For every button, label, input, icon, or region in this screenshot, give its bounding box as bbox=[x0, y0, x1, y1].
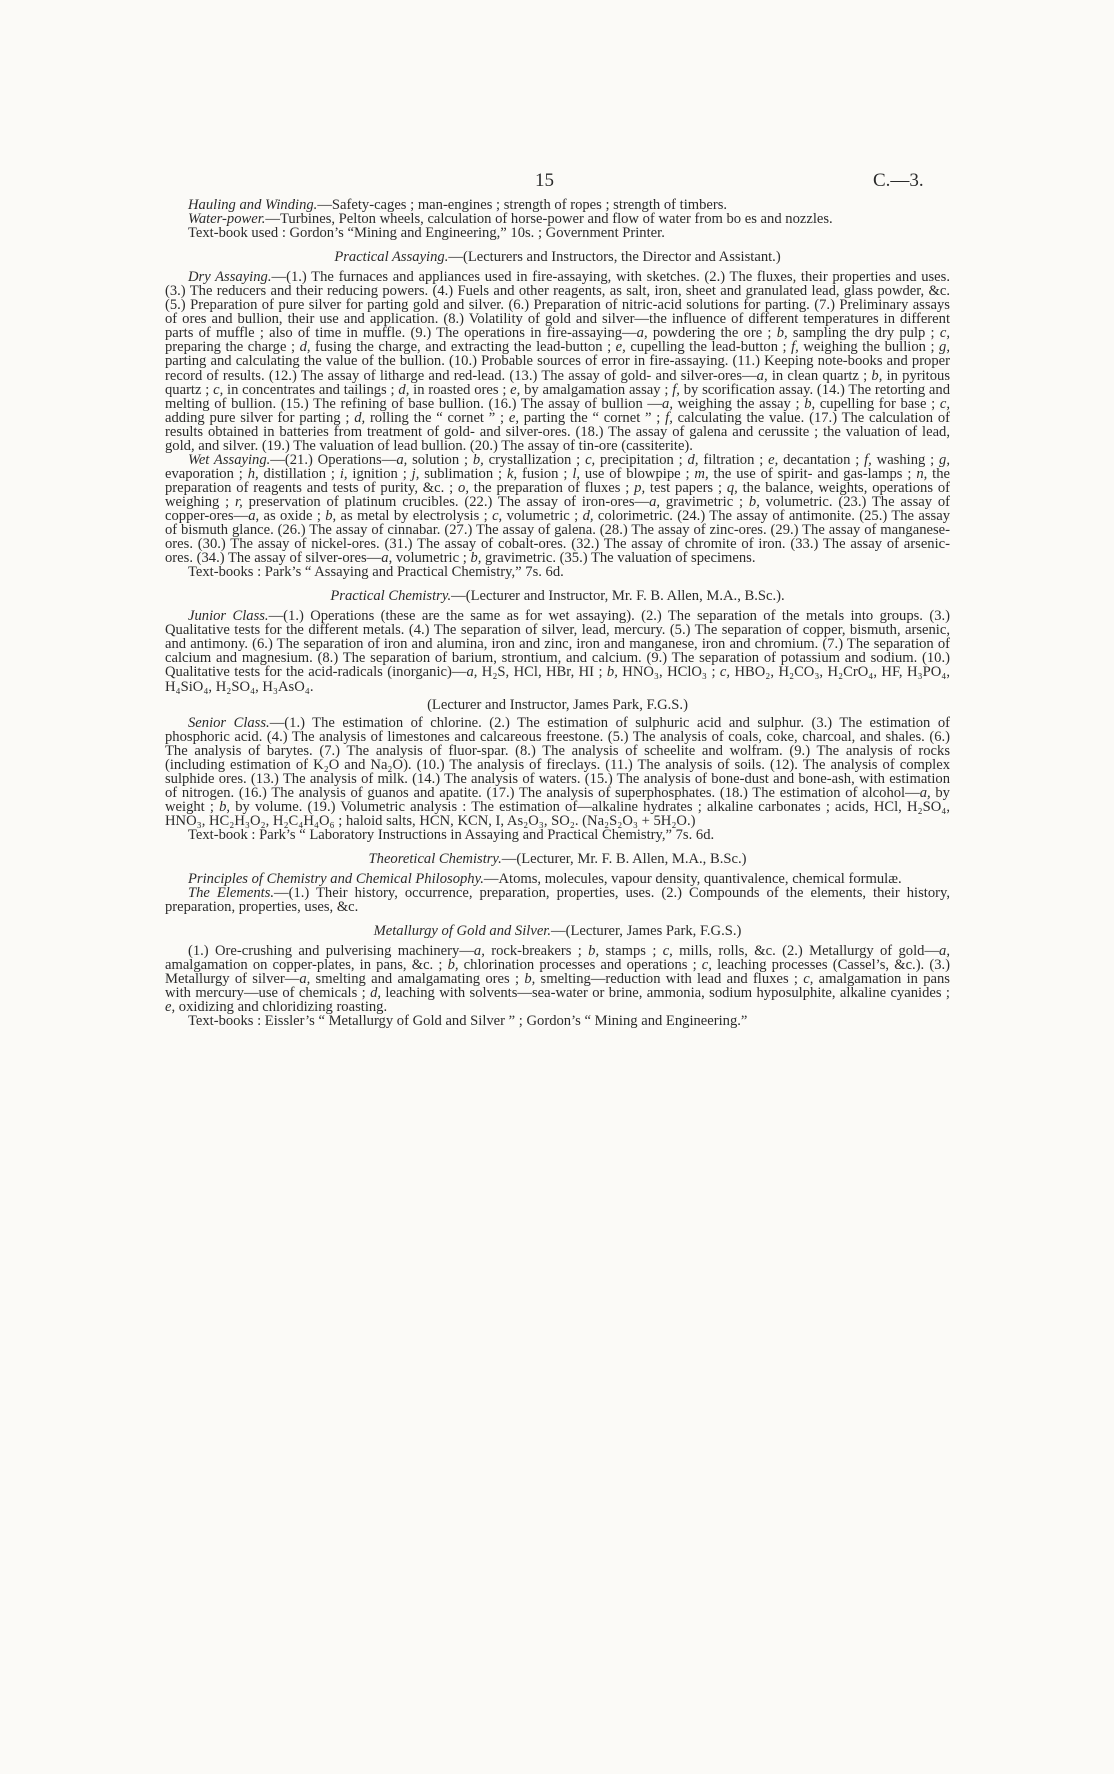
page-number: 15 bbox=[535, 170, 554, 191]
italic-text: d, bbox=[354, 409, 366, 426]
italic-text: b, bbox=[871, 367, 883, 384]
italic-text: c, bbox=[662, 943, 673, 960]
italic-text: Dry Assaying. bbox=[188, 269, 272, 286]
italic-text: f, bbox=[864, 451, 872, 468]
text-run: —(1.) Their history, occurrence, preparation, properties, uses. (2.) Compounds of the elements, their history, preparation, properties, uses, &c. bbox=[165, 885, 950, 916]
italic-text: a, bbox=[396, 451, 408, 468]
text-run: —(Lecturer, James Park, F.G.S.) bbox=[551, 923, 742, 940]
italic-text: d, bbox=[299, 339, 311, 356]
text-run: washing ; bbox=[871, 451, 940, 468]
italic-text: d, bbox=[582, 507, 594, 524]
text-run: parting and calculating the value of the bullion. (10.) Probable sources of error in fire-assaying. (11.) Keeping note-books and proper record of results. (12.) The assay of litharge and red-lead. (13.) The assay of gold- and silver-ores— bbox=[165, 353, 950, 384]
text-run: smelting—reduction with lead and fluxes ; bbox=[535, 971, 804, 988]
italic-text: f, bbox=[791, 339, 799, 356]
text-run: H₂S, HCl, HBr, HI ; bbox=[477, 664, 607, 681]
italic-text: b, bbox=[470, 550, 482, 567]
paragraph bbox=[165, 198, 950, 212]
text-run: gravimetric. (35.) The valuation of specimens. bbox=[481, 550, 756, 567]
italic-text: b, bbox=[472, 451, 484, 468]
italic-text: e, bbox=[615, 339, 626, 356]
italic-text: Water-power. bbox=[188, 211, 266, 228]
italic-text: c, bbox=[803, 971, 814, 988]
paragraph bbox=[165, 609, 950, 693]
text-run: by scorification assay. (14.) The retorting and melting of bullion. (15.) The refining of base bullion. (16.) The assay of bullion — bbox=[165, 381, 951, 412]
italic-text: b, bbox=[606, 664, 618, 681]
text-run: HBO₂, H₂CO₃, H₂CrO₄, HF, H₃PO₄, H₄SiO₄, H₂SO₄, H₃AsO₄. bbox=[165, 664, 950, 695]
text-run: precipitation ; bbox=[595, 451, 688, 468]
italic-text: a, bbox=[636, 325, 648, 342]
text-run: gravimetric ; bbox=[660, 493, 749, 510]
page-body bbox=[165, 198, 950, 1029]
italic-text: Practical Chemistry. bbox=[330, 588, 452, 605]
paragraph bbox=[165, 453, 950, 565]
paragraph bbox=[165, 872, 950, 886]
italic-text: c, bbox=[701, 957, 712, 974]
paragraph bbox=[165, 886, 950, 914]
text-run: by volume. (19.) Volumetric analysis : The estimation of—alkaline hydrates ; alkaline carbonates ; acids, HCl, H₂SO₄, HNO₃, HC₂H₃O₂, H₂C₄H₄O₆ ; haloid salts, HCN, KCN, I, As₂O₃, SO₂. (Na₂S₂O₃ + 5H₂O.) bbox=[165, 798, 950, 829]
italic-text: b, bbox=[325, 507, 337, 524]
italic-text: k, bbox=[506, 465, 518, 482]
text-run: by amalgamation assay ; bbox=[520, 381, 673, 398]
italic-text: c, bbox=[492, 507, 503, 524]
italic-text: l, bbox=[572, 465, 581, 482]
text-run: —(Lecturer, Mr. F. B. Allen, M.A., B.Sc.) bbox=[501, 851, 747, 868]
text-run: oxidizing and chloridizing roasting. bbox=[175, 999, 388, 1016]
text-run: Text-books : Eissler’s “ Metallurgy of Gold and Silver ” ; Gordon’s “ Mining and Engineering.” bbox=[188, 1013, 748, 1030]
text-run: decantation ; bbox=[778, 451, 865, 468]
paragraph bbox=[165, 226, 950, 240]
text-run: mills, rolls, &c. (2.) Metallurgy of gold— bbox=[672, 943, 940, 960]
italic-text: d, bbox=[687, 451, 699, 468]
italic-text: c, bbox=[939, 395, 950, 412]
italic-text: Theoretical Chemistry. bbox=[368, 851, 502, 868]
italic-text: e, bbox=[165, 999, 176, 1016]
text-run: parting the “ cornet ” ; bbox=[519, 409, 666, 426]
italic-text: a, bbox=[381, 550, 393, 567]
italic-text: b, bbox=[804, 395, 816, 412]
text-run: in roasted ores ; bbox=[409, 381, 511, 398]
italic-text: i, bbox=[339, 465, 348, 482]
text-run: —(1.) The estimation of chlorine. (2.) The estimation of sulphuric acid and sulphur. (3.) The estimation of phosphoric acid. (4.) The analysis of limestones and calcareous freestone. (5.) The analysis of coals, coke, charcoal, and shales. (6.) The analysis of barytes. (7.) The analysis of fluor-spar. (8.) The analysis of scheelite and wolfram. (9.) The analysis of rocks (including estimation of K₂O and Na₂O). (10.) The analysis of fireclays. (11.) The analysis of soils. (12). The analysis of complex sulphide ores. (13.) The analysis of milk. (14.) The analysis of waters. (15.) The analysis of bone-dust and bone-ash, with estimation of nitrogen. (16.) The analysis of guanos and apatite. (17.) The analysis of superphosphates. (18.) The estimation of alcohol— bbox=[165, 714, 950, 801]
italic-text: r, bbox=[235, 493, 243, 510]
text-run: Text-books : Park’s “ Assaying and Practical Chemistry,” 7s. 6d. bbox=[188, 564, 564, 581]
italic-text: f, bbox=[665, 409, 673, 426]
text-run: amalgamation in pans with mercury—use of chemicals ; bbox=[165, 971, 950, 1002]
section-heading bbox=[165, 589, 950, 603]
text-run: weighing the bullion ; bbox=[798, 339, 940, 356]
text-run: as oxide ; bbox=[259, 507, 326, 524]
document-reference: C.—3. bbox=[873, 170, 924, 191]
text-run: sampling the dry pulp ; bbox=[787, 325, 940, 342]
text-run: leaching with solvents—sea-water or brine, ammonia, sodium hyposulphite, alkaline cyanides ; bbox=[381, 985, 950, 1002]
paragraph bbox=[165, 828, 950, 842]
italic-text: b, bbox=[524, 971, 536, 988]
text-run: —(1.) The furnaces and appliances used in fire-assaying, with sketches. (2.) The fluxes, their properties and uses. (3.) The reducers and their reducing powers. (4.) Fuels and other reagents, as salt, iron, sheet and granulated lead, glass powder, &c. (5.) Preparation of pure silver for parting gold and silver. (6.) Preparation of nitric-acid solutions for parting. (7.) Preliminary assays of ores and bullion, their use and application. (8.) Volatility of gold and silver—the influence of different temperatures in different parts of muffle ; also of time in muffle. (9.) The operations in fire-assaying— bbox=[165, 269, 950, 342]
text-run: cupelling for base ; bbox=[815, 395, 940, 412]
italic-text: c, bbox=[939, 325, 950, 342]
text-run: amalgamation on copper-plates, in pans, &c. ; bbox=[165, 957, 448, 974]
italic-text: Wet Assaying. bbox=[188, 451, 271, 468]
text-run: fusing the charge, and extracting the lead-button ; bbox=[310, 339, 616, 356]
italic-text: e, bbox=[510, 381, 521, 398]
text-run: rolling the “ cornet ” ; bbox=[365, 409, 509, 426]
text-run: distillation ; bbox=[258, 465, 340, 482]
italic-text: a, bbox=[473, 943, 485, 960]
text-run: use of blowpipe ; bbox=[580, 465, 695, 482]
text-run: as metal by electrolysis ; bbox=[336, 507, 493, 524]
italic-text: c, bbox=[585, 451, 596, 468]
text-run: —Atoms, molecules, vapour density, quantivalence, chemical formulæ. bbox=[483, 871, 902, 888]
text-run: in pyritous quartz ; bbox=[165, 367, 950, 398]
text-run: —(21.) Operations— bbox=[270, 451, 397, 468]
text-run: fusion ; bbox=[517, 465, 573, 482]
text-run: sublimation ; bbox=[419, 465, 507, 482]
paragraph bbox=[165, 1014, 950, 1028]
text-run: preservation of platinum crucibles. (22.) The assay of iron-ores— bbox=[242, 493, 650, 510]
italic-text: a, bbox=[649, 493, 661, 510]
text-run: stamps ; bbox=[599, 943, 663, 960]
italic-text: Senior Class. bbox=[188, 714, 270, 731]
italic-text: Hauling and Winding. bbox=[188, 197, 318, 213]
text-run: ignition ; bbox=[347, 465, 412, 482]
italic-text: a, bbox=[756, 367, 768, 384]
italic-text: a, bbox=[919, 784, 931, 801]
text-run: the preparation of reagents and tests of purity, &c. ; bbox=[165, 465, 950, 496]
italic-text: a, bbox=[662, 395, 673, 412]
italic-text: n, bbox=[916, 465, 928, 482]
italic-text: b, bbox=[447, 957, 459, 974]
italic-text: a, bbox=[299, 971, 311, 988]
paragraph bbox=[165, 270, 950, 453]
italic-text: b, bbox=[748, 493, 760, 510]
text-run: —Turbines, Pelton wheels, calculation of horse-power and flow of water from bo es and nozzles. bbox=[265, 211, 833, 228]
text-run: (Lecturer and Instructor, James Park, F.G.S.) bbox=[427, 696, 688, 713]
italic-text: Junior Class. bbox=[188, 608, 269, 625]
italic-text: c, bbox=[213, 381, 224, 398]
text-run: evaporation ; bbox=[165, 465, 248, 482]
italic-text: Principles of Chemistry and Chemical Philosophy. bbox=[188, 871, 484, 888]
italic-text: d, bbox=[370, 985, 382, 1002]
text-run: colorimetric. (24.) The assay of antimonite. (25.) The assay of bismuth glance. (26.) The assay of cinnabar. (27.) The assay of galena. (28.) The assay of zinc-ores. (29.) The assay of manganese-ores. (30.) The assay of nickel-ores. (31.) The assay of cobalt-ores. (32.) The assay of chromite of iron. (33.) The assay of arsenic-ores. (34.) The assay of silver-ores— bbox=[165, 507, 950, 567]
text-run: smelting and amalgamating ores ; bbox=[310, 971, 525, 988]
italic-text: j, bbox=[411, 465, 420, 482]
italic-text: q, bbox=[726, 479, 738, 496]
italic-text: Metallurgy of Gold and Silver. bbox=[373, 923, 552, 940]
italic-text: The Elements. bbox=[188, 885, 275, 902]
italic-text: a, bbox=[939, 943, 950, 960]
italic-text: g, bbox=[939, 451, 950, 468]
italic-text: b, bbox=[588, 943, 600, 960]
italic-text: m, bbox=[694, 465, 709, 482]
section-heading bbox=[165, 250, 950, 264]
italic-text: a, bbox=[248, 507, 260, 524]
italic-text: p, bbox=[634, 479, 646, 496]
italic-text: g, bbox=[939, 339, 950, 356]
text-run: volumetric. (23.) The assay of copper-ores— bbox=[165, 493, 951, 524]
italic-text: o, bbox=[458, 479, 469, 496]
italic-text: e, bbox=[508, 409, 520, 426]
text-run: by weight ; bbox=[165, 784, 950, 815]
paragraph bbox=[165, 212, 950, 226]
text-run: filtration ; bbox=[698, 451, 769, 468]
text-run: preparing the charge ; bbox=[165, 339, 300, 356]
section-subheading bbox=[165, 698, 950, 712]
italic-text: a, bbox=[466, 664, 478, 681]
italic-text: f, bbox=[672, 381, 680, 398]
text-run: leaching processes (Cassel’s, &c.). (3.) Metallurgy of silver— bbox=[165, 957, 951, 988]
text-run: chlorination processes and operations ; bbox=[458, 957, 702, 974]
text-run: weighing the assay ; bbox=[672, 395, 805, 412]
text-run: adding pure silver for parting ; bbox=[165, 409, 355, 426]
text-run: the balance, weights, operations of weighing ; bbox=[165, 479, 951, 510]
text-run: volumetric ; bbox=[392, 550, 471, 567]
italic-text: Practical Assaying. bbox=[334, 249, 449, 266]
paragraph bbox=[165, 716, 950, 828]
paragraph bbox=[165, 565, 950, 579]
italic-text: b, bbox=[219, 798, 231, 815]
text-run: Text-book used : Gordon’s “Mining and Engineering,” 10s. ; Government Printer. bbox=[188, 225, 665, 242]
page-header bbox=[0, 170, 1114, 196]
italic-text: c, bbox=[719, 664, 731, 681]
text-run: in clean quartz ; bbox=[767, 367, 872, 384]
text-run: volumetric ; bbox=[502, 507, 583, 524]
section-heading bbox=[165, 852, 950, 866]
text-run: calculating the value. (17.) The calculation of results obtained in batteries from treatment of gold- and silver-ores. (18.) The assay of galena and cerussite ; the valuation of lead, gold, and silver. (19.) The valuation of lead bullion. (20.) The assay of tin-ore (cassiterite). bbox=[165, 409, 951, 454]
text-run: crystallization ; bbox=[483, 451, 586, 468]
text-run: powdering the ore ; bbox=[647, 325, 777, 342]
text-run: the use of spirit- and gas-lamps ; bbox=[708, 465, 917, 482]
text-run: —Safety-cages ; man-engines ; strength of ropes ; strength of timbers. bbox=[317, 197, 728, 213]
text-run: rock-breakers ; bbox=[484, 943, 589, 960]
text-run: the preparation of fluxes ; bbox=[468, 479, 635, 496]
text-run: Text-book : Park’s “ Laboratory Instructions in Assaying and Practical Chemistry,” 7s. 6d. bbox=[188, 826, 715, 843]
italic-text: b, bbox=[776, 325, 788, 342]
italic-text: h, bbox=[247, 465, 259, 482]
italic-text: e, bbox=[768, 451, 779, 468]
text-run: in concentrates and tailings ; bbox=[223, 381, 399, 398]
text-run: HNO₃, HClO₃ ; bbox=[617, 664, 720, 681]
section-heading bbox=[165, 924, 950, 938]
text-run: (1.) Ore-crushing and pulverising machinery— bbox=[188, 943, 474, 960]
paragraph bbox=[165, 944, 950, 1014]
text-run: solution ; bbox=[407, 451, 473, 468]
text-run: cupelling the lead-button ; bbox=[625, 339, 792, 356]
text-run: —(1.) Operations (these are the same as for wet assaying). (2.) The separation of the metals into groups. (3.) Qualitative tests for the different metals. (4.) The separation of silver, lead, mercury. (5.) The separation of copper, bismuth, arsenic, and antimony. (6.) The separation of iron and alumina, iron and zinc, iron and manganese, iron and chromium. (7.) The separation of calcium and magnesium. (8.) The separation of barium, strontium, and calcium. (9.) The separation of potassium and sodium. (10.) Qualitative tests for the acid-radicals (inorganic)— bbox=[165, 608, 950, 681]
italic-text: d, bbox=[398, 381, 410, 398]
text-run: —(Lecturer and Instructor, Mr. F. B. Allen, M.A., B.Sc.). bbox=[451, 588, 785, 605]
text-run: test papers ; bbox=[645, 479, 727, 496]
text-run: —(Lecturers and Instructors, the Director and Assistant.) bbox=[448, 249, 781, 266]
